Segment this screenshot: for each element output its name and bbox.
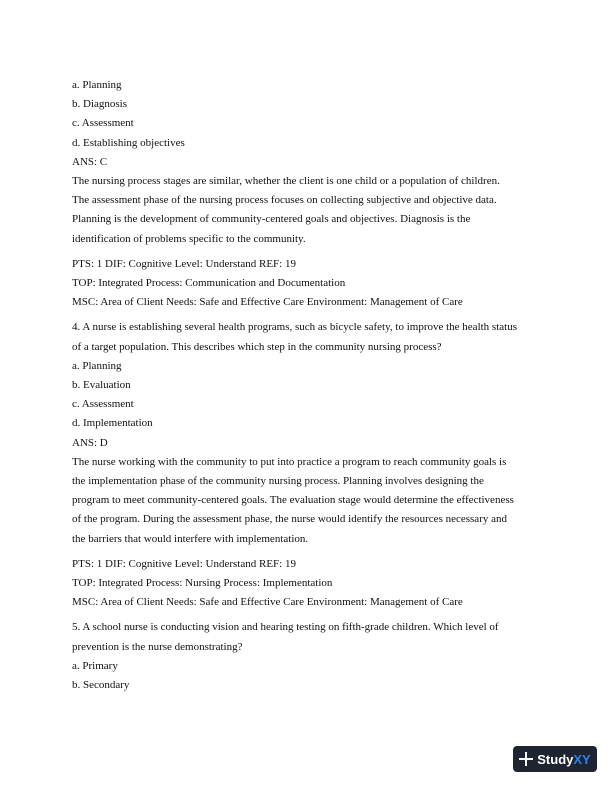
msc-line: MSC: Area of Client Needs: Safe and Effective Care Environment: Management of Care [72,596,463,609]
pts-line: PTS: 1 DIF: Cognitive Level: Understand REF: 19 [72,557,296,570]
pts-line: PTS: 1 DIF: Cognitive Level: Understand REF: 19 [72,257,296,270]
option-d: d. Implementation [72,417,153,430]
rationale-line: The nursing process stages are similar, whether the client is one child or a population of children. [72,175,500,188]
msc-line: MSC: Area of Client Needs: Safe and Effective Care Environment: Management of Care [72,296,463,309]
rationale-line: Planning is the development of community-centered goals and objectives. Diagnosis is the [72,213,471,226]
top-line: TOP: Integrated Process: Nursing Process: Implementation [72,577,333,590]
question-text: of a target population. This describes which step in the community nursing process? [72,340,442,353]
brand-name-suffix: XY [573,751,591,767]
rationale-line: The assessment phase of the nursing process focuses on collecting subjective and objective data. [72,194,497,207]
question-4 [72,318,552,548]
option-c: c. Assessment [72,398,134,411]
question-text: prevention is the nurse demonstrating? [72,640,243,653]
rationale-line: of the program. During the assessment phase, the nurse would identify the resources necessary and [72,513,507,526]
question-text: 4. A nurse is establishing several health programs, such as bicycle safety, to improve the health status [72,321,517,334]
option-a: a. Planning [72,359,122,372]
option-d: d. Establishing objectives [72,136,185,149]
question-5 [72,618,552,695]
document-page [72,76,552,695]
studyxy-badge[interactable] [513,746,597,772]
option-b: b. Diagnosis [72,98,127,111]
option-b: b. Secondary [72,679,130,692]
meta-block-q3 [72,255,552,313]
option-a: a. Primary [72,659,118,672]
rationale-line: program to meet community-centered goals. The evaluation stage would determine the effectiveness [72,494,514,507]
brand-name-main: Study [537,751,574,767]
answer-block-q3 [72,76,552,249]
question-text: 5. A school nurse is conducting vision and hearing testing on fifth-grade children. Which level of [72,621,499,634]
brand-name [537,752,590,767]
option-c: c. Assessment [72,117,134,130]
rationale-line: identification of problems specific to the community. [72,232,306,245]
answer-label: ANS: D [72,436,108,449]
rationale-line: the implementation phase of the community nursing process. Planning involves designing the [72,475,484,488]
answer-label: ANS: C [72,155,108,168]
plus-icon [519,752,533,766]
top-line: TOP: Integrated Process: Communication and Documentation [72,277,346,290]
meta-block-q4 [72,555,552,613]
option-b: b. Evaluation [72,379,131,392]
option-a: a. Planning [72,79,122,91]
rationale-line: The nurse working with the community to put into practice a program to reach community goals is [72,455,507,468]
rationale-line: the barriers that would interfere with implementation. [72,532,309,545]
